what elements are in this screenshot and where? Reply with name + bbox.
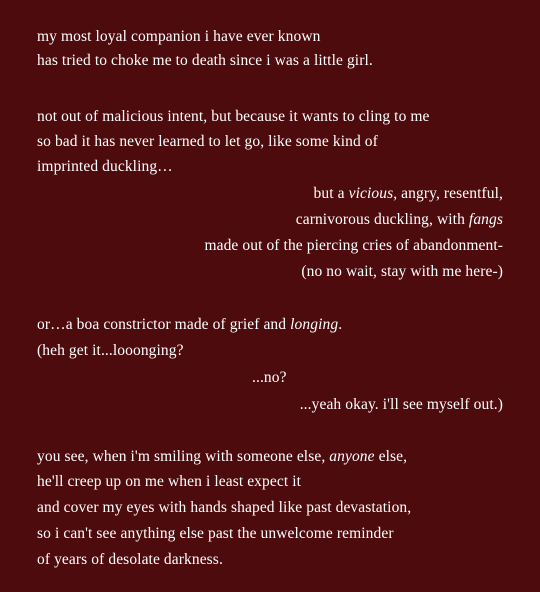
- poem-text: , angry, resentful,: [393, 185, 503, 202]
- poem-line: not out of malicious intent, but because it wants to cling to me: [37, 108, 430, 125]
- poem-line: has tried to choke me to death since i was a little girl.: [37, 52, 373, 69]
- poem-line: he'll creep up on me when i least expect it: [37, 473, 302, 490]
- poem-line: (heh get it...looonging?: [37, 342, 184, 359]
- poem-text: but a: [313, 185, 349, 202]
- poem-line: so bad it has never learned to let go, like some kind of: [37, 133, 378, 150]
- poem-line: so i can't see anything else past the unwelcome reminder: [37, 525, 394, 542]
- poem-text: carnivorous duckling, with: [295, 211, 469, 228]
- poem-emphasis: fangs: [468, 211, 503, 228]
- poem-line: ...yeah okay. i'll see myself out.): [299, 396, 503, 413]
- poem-emphasis: longing: [290, 316, 339, 333]
- poem-line: [37, 447, 407, 467]
- poem-line: [314, 184, 503, 204]
- poem-line: (no no wait, stay with me here-): [301, 263, 503, 280]
- poem-line: of years of desolate darkness.: [37, 551, 223, 568]
- poem-line: [37, 315, 342, 335]
- poem-line: made out of the piercing cries of abandonment-: [204, 237, 503, 254]
- poem-emphasis: vicious: [348, 185, 394, 202]
- poem-text: or…a boa constrictor made of grief and: [37, 316, 291, 333]
- poem-text: you see, when i'm smiling with someone else,: [37, 448, 330, 465]
- poem-line: and cover my eyes with hands shaped like past devastation,: [37, 499, 412, 516]
- poem-text: else,: [374, 448, 408, 465]
- poem-line: [296, 210, 503, 230]
- poem-line: my most loyal companion i have ever known: [37, 28, 321, 45]
- poem-text: .: [338, 316, 343, 333]
- poem-emphasis: anyone: [329, 448, 375, 465]
- poem-line: imprinted duckling…: [37, 158, 173, 175]
- poem-line: ...no?: [252, 369, 287, 386]
